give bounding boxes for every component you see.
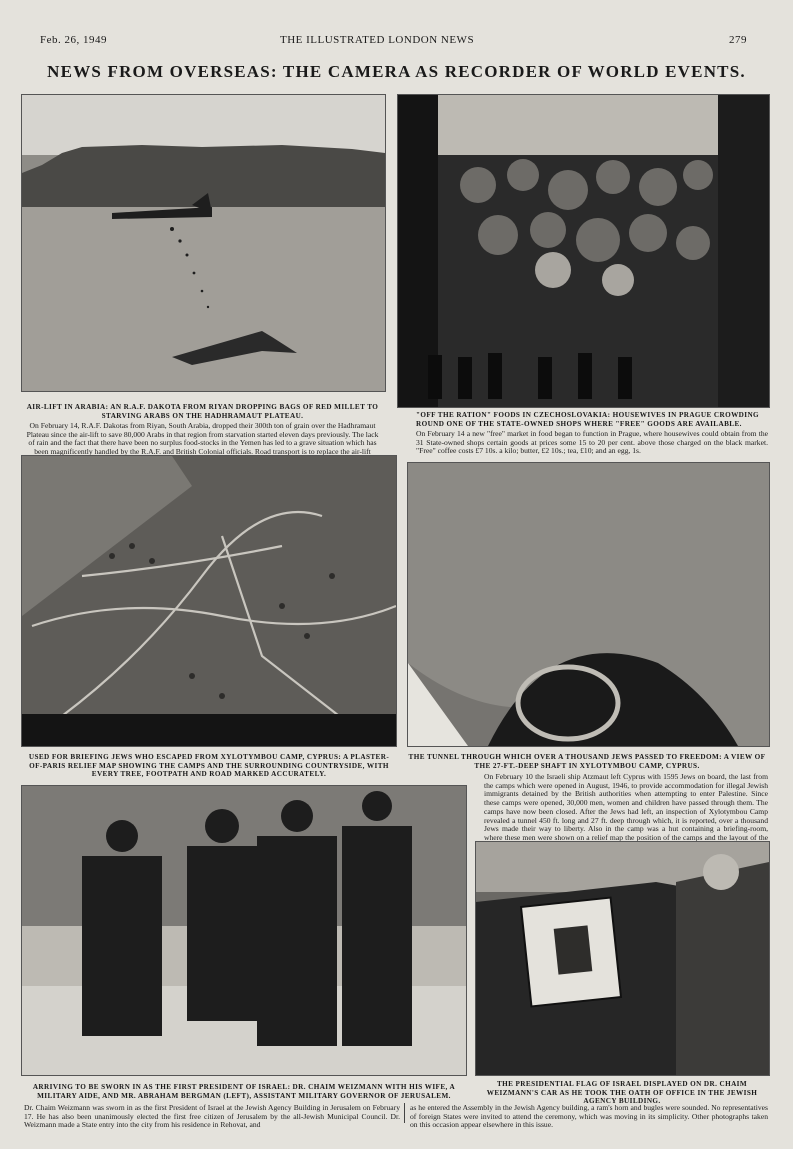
flag-photo [475, 841, 770, 1076]
airlift-body: On February 14, R.A.F. Dakotas from Riyan, South Arabia, dropped their 300th ton of grain over the Hadhramaut Plateau since the air-lift to save 80,000 Arabs in that region from starvation started eleven days previously. The lack of rain and the fact that there have been no surplus food-stocks in the Yemen has led to a grave situation which has been magnificently handled by the R.A.F. and British Colonial officials. Road transport is to replace the air-lift [26, 421, 379, 457]
tunnel-photo [407, 462, 770, 747]
tunnel-body: On February 10 the Israeli ship Atzmaut left Cyprus with 1595 Jews on board, the last from the camps which were opened in August, 1946, to provide accommodation for illegal Jewish immigrants detained by the British authorities when attempting to enter Palestine. Since these camps were opened, 30,000 men, women and children have passed through them. The camps have now been closed. After the Jews had left, an inspection of Xylotymbou Camp revealed a tunnel 450 ft. long and 27 ft. deep through which, it is reported, over a thousand Jews made their way to liberty. Also in the camp was a hut containing a briefing-room, where these men were shown on a relief map the position of the camps and the layout of the [484, 772, 768, 842]
weizmann-body-left: Dr. Chaim Weizmann was sworn in as the first President of Israel at the Jewish Agency Building in Jerusalem on February 17. He has also been unanimously elected the first free citizen of Jerusalem by the all-Jewish Municipal Council. Dr. Weizmann made a State entry into the city from his residence in Rehovat, and [24, 1103, 400, 1130]
relief-map-caption: USED FOR BRIEFING JEWS WHO ESCAPED FROM XYLOTYMBOU CAMP, CYPRUS: A PLASTER-OF-PARIS RELIEF MAP SHOWING THE CAMPS AND THE SURROUNDING COUNTRYSIDE, WITH EVERY TREE, FOOTPATH AND ROAD MARKED ACCURATELY. [28, 753, 390, 779]
tunnel-caption: THE TUNNEL THROUGH WHICH OVER A THOUSAND JEWS PASSED TO FREEDOM: A VIEW OF THE 27-FT.-DEEP SHAFT IN XYLOTYMBOU CAMP, CYPRUS. [408, 753, 766, 770]
relief-map-photo [21, 455, 397, 747]
prague-body: On February 14 a new "free" market in food began to function in Prague, where housewives could obtain from the 31 State-owned shops certain goods at prices some 15 to 20 per cent. above those charged on the black market. "Free" coffee costs £7 10s. a kilo; butter, £2 10s.; tea, £10; and an egg, 1s. [416, 429, 768, 456]
page-number: 279 [729, 34, 747, 46]
airlift-caption: AIR-LIFT IN ARABIA: AN R.A.F. DAKOTA FROM RIYAN DROPPING BAGS OF RED MILLET TO STARVING ARABS ON THE HADHRAMAUT PLATEAU. [26, 403, 379, 420]
flag-caption: THE PRESIDENTIAL FLAG OF ISRAEL DISPLAYED ON DR. CHAIM WEIZMANN'S CAR AS HE TOOK THE OATH OF OFFICE IN THE JEWISH AGENCY BUILDING. [486, 1080, 758, 1106]
issue-date: Feb. 26, 1949 [40, 34, 107, 46]
page-headline: NEWS FROM OVERSEAS: THE CAMERA AS RECORDER OF WORLD EVENTS. [47, 62, 746, 81]
prague-photo [397, 94, 770, 408]
prague-caption: "OFF THE RATION" FOODS IN CZECHOSLOVAKIA: HOUSEWIVES IN PRAGUE CROWDING ROUND ONE OF THE STATE-OWNED SHOPS WHERE "FREE" GOODS ARE AVAILABLE. [416, 411, 760, 428]
column-rule [404, 1103, 405, 1123]
weizmann-body-right: as he entered the Assembly in the Jewish Agency building, a ram's horn and bugles were sounded. No representatives of foreign States were invited to attend the ceremony, which was moving in its simplicity. Other photographs taken on this occasion appear elsewhere in this issue. [410, 1103, 768, 1130]
publication-title: THE ILLUSTRATED LONDON NEWS [280, 34, 475, 46]
weizmann-photo [21, 785, 467, 1076]
airlift-photo [21, 94, 386, 392]
weizmann-caption: ARRIVING TO BE SWORN IN AS THE FIRST PRESIDENT OF ISRAEL: DR. CHAIM WEIZMANN WITH HIS WIFE, A MILITARY AIDE, AND MR. ABRAHAM BERGMAN (LEFT), ASSISTANT MILITARY GOVERNOR OF JERUSALEM. [32, 1083, 456, 1100]
